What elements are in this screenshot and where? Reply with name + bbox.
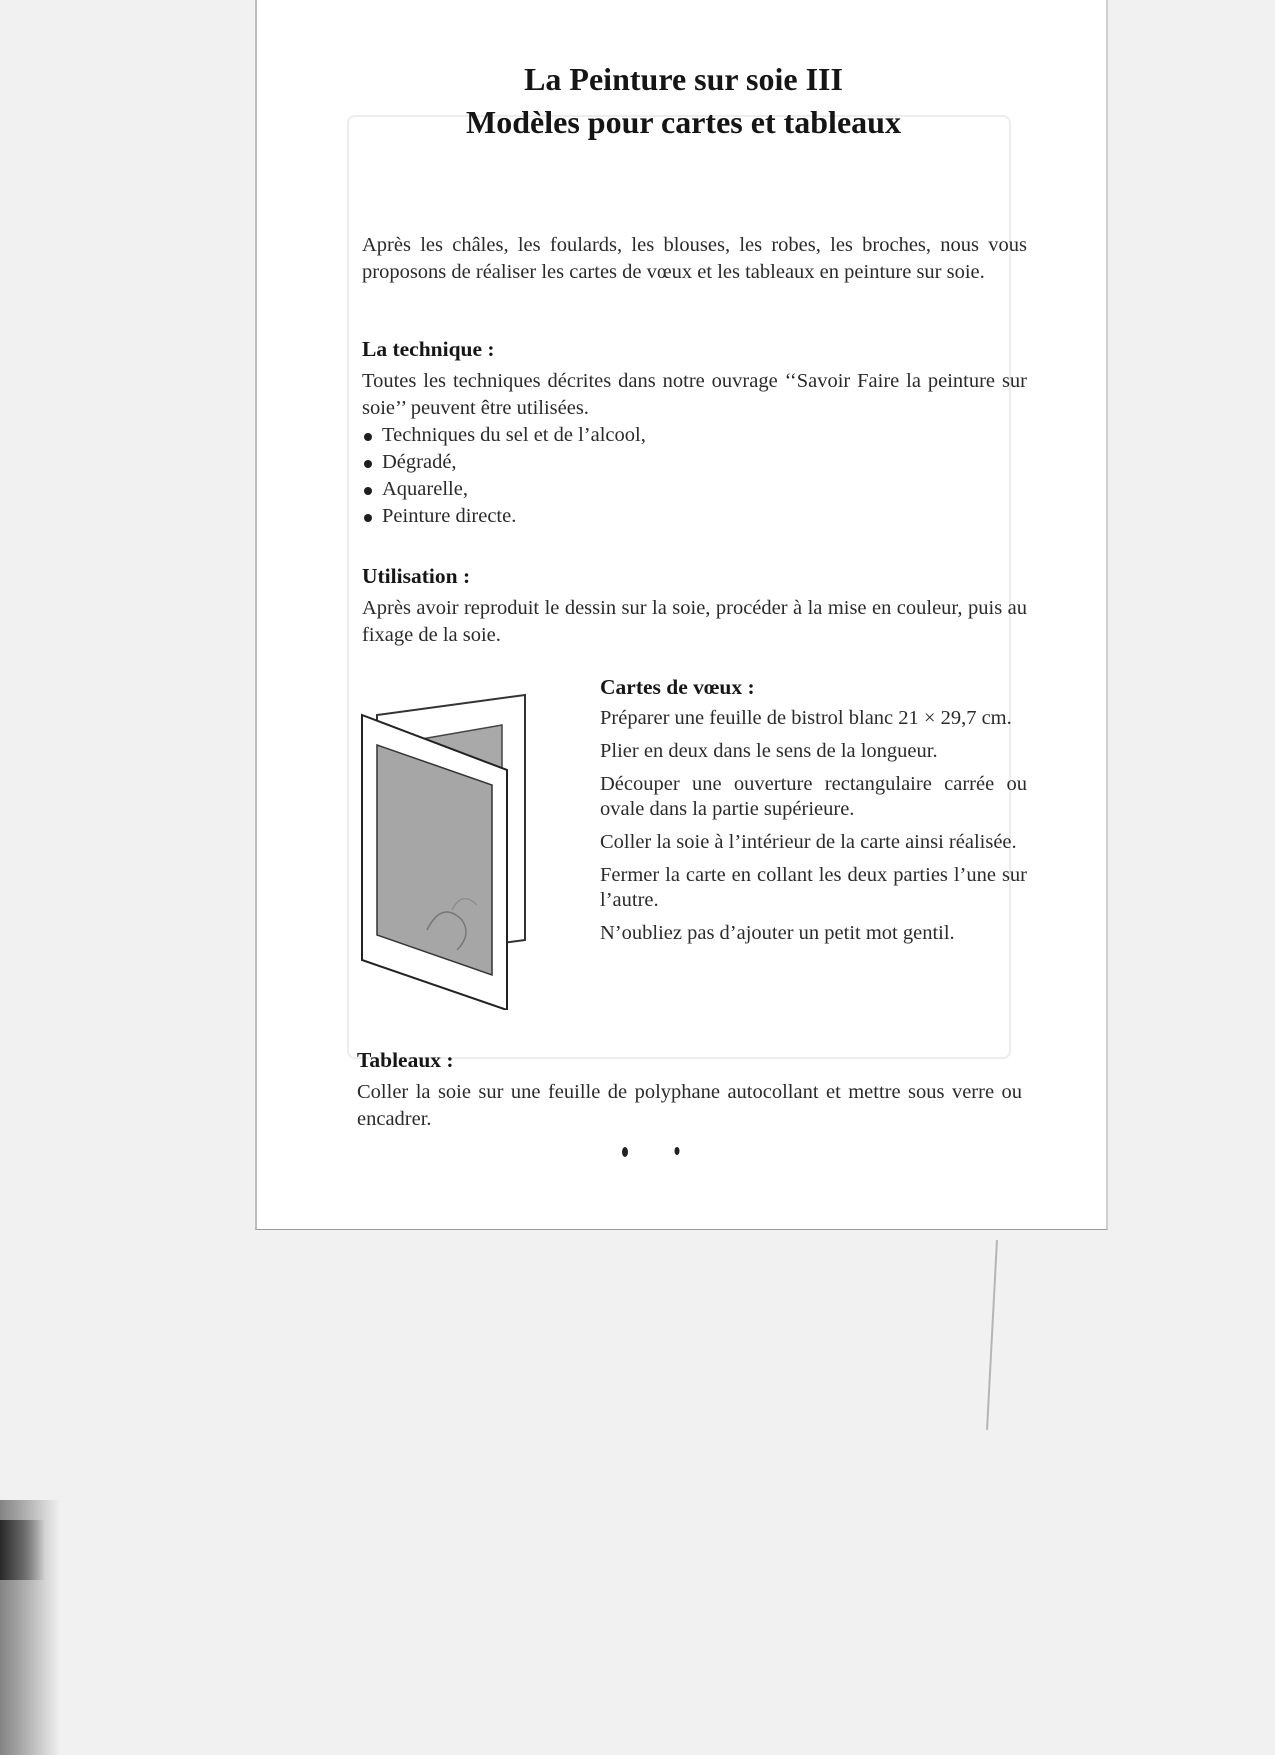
- page-title: [257, 58, 1110, 144]
- cartes-step: Préparer une feuille de bistrol blanc 21 × 29,7 cm.: [600, 707, 1012, 729]
- technique-heading: La technique :: [362, 337, 495, 361]
- list-item: Aquarelle,: [362, 476, 1027, 503]
- utilisation-paragraph: Après avoir reproduit le dessin sur la soie, procéder à la mise en couleur, puis au fixage de la soie.: [362, 597, 1027, 646]
- list-item: Techniques du sel et de l’alcool,: [362, 422, 1027, 449]
- cartes-heading: Cartes de vœux :: [600, 675, 755, 699]
- folded-card-illustration: [357, 690, 527, 1010]
- tableaux-section: [357, 1047, 1022, 1133]
- technique-paragraph: Toutes les techniques décrites dans notre ouvrage ‘‘Savoir Faire la peinture sur soie’’ peuvent être utilisées.: [362, 370, 1027, 419]
- cartes-step: Découper une ouverture rectangulaire carrée ou ovale dans la partie supérieure.: [600, 773, 1027, 820]
- technique-list: [362, 422, 1027, 530]
- cartes-step: Plier en deux dans le sens de la longueur.: [600, 740, 938, 762]
- intro-paragraph: Après les châles, les foulards, les blouses, les robes, les broches, nous vous proposons de réaliser les cartes de vœux et les tableaux en peinture sur soie.: [362, 234, 1027, 283]
- list-item: Peinture directe.: [362, 503, 1027, 530]
- cartes-step: Fermer la carte en collant les deux parties l’une sur l’autre.: [600, 864, 1027, 911]
- decorative-dots: [617, 1146, 687, 1158]
- technique-section: [362, 336, 1027, 530]
- utilisation-section: [362, 563, 1027, 649]
- list-item: Dégradé,: [362, 449, 1027, 476]
- scan-artifact-line: [986, 1240, 998, 1430]
- cartes-step: N’oubliez pas d’ajouter un petit mot gentil.: [600, 922, 955, 944]
- title-line-1: La Peinture sur soie III: [524, 61, 843, 97]
- utilisation-heading: Utilisation :: [362, 564, 471, 588]
- cartes-step: Coller la soie à l’intérieur de la carte ainsi réalisée.: [600, 831, 1017, 853]
- leaflet-page: [255, 0, 1108, 1230]
- tableaux-heading: Tableaux :: [357, 1048, 454, 1072]
- scan-edge-shadow-dark: [0, 1520, 45, 1580]
- title-line-2: Modèles pour cartes et tableaux: [466, 104, 901, 140]
- cartes-section: [600, 675, 1027, 954]
- tableaux-paragraph: Coller la soie sur une feuille de polyphane autocollant et mettre sous verre ou encadrer.: [357, 1081, 1022, 1130]
